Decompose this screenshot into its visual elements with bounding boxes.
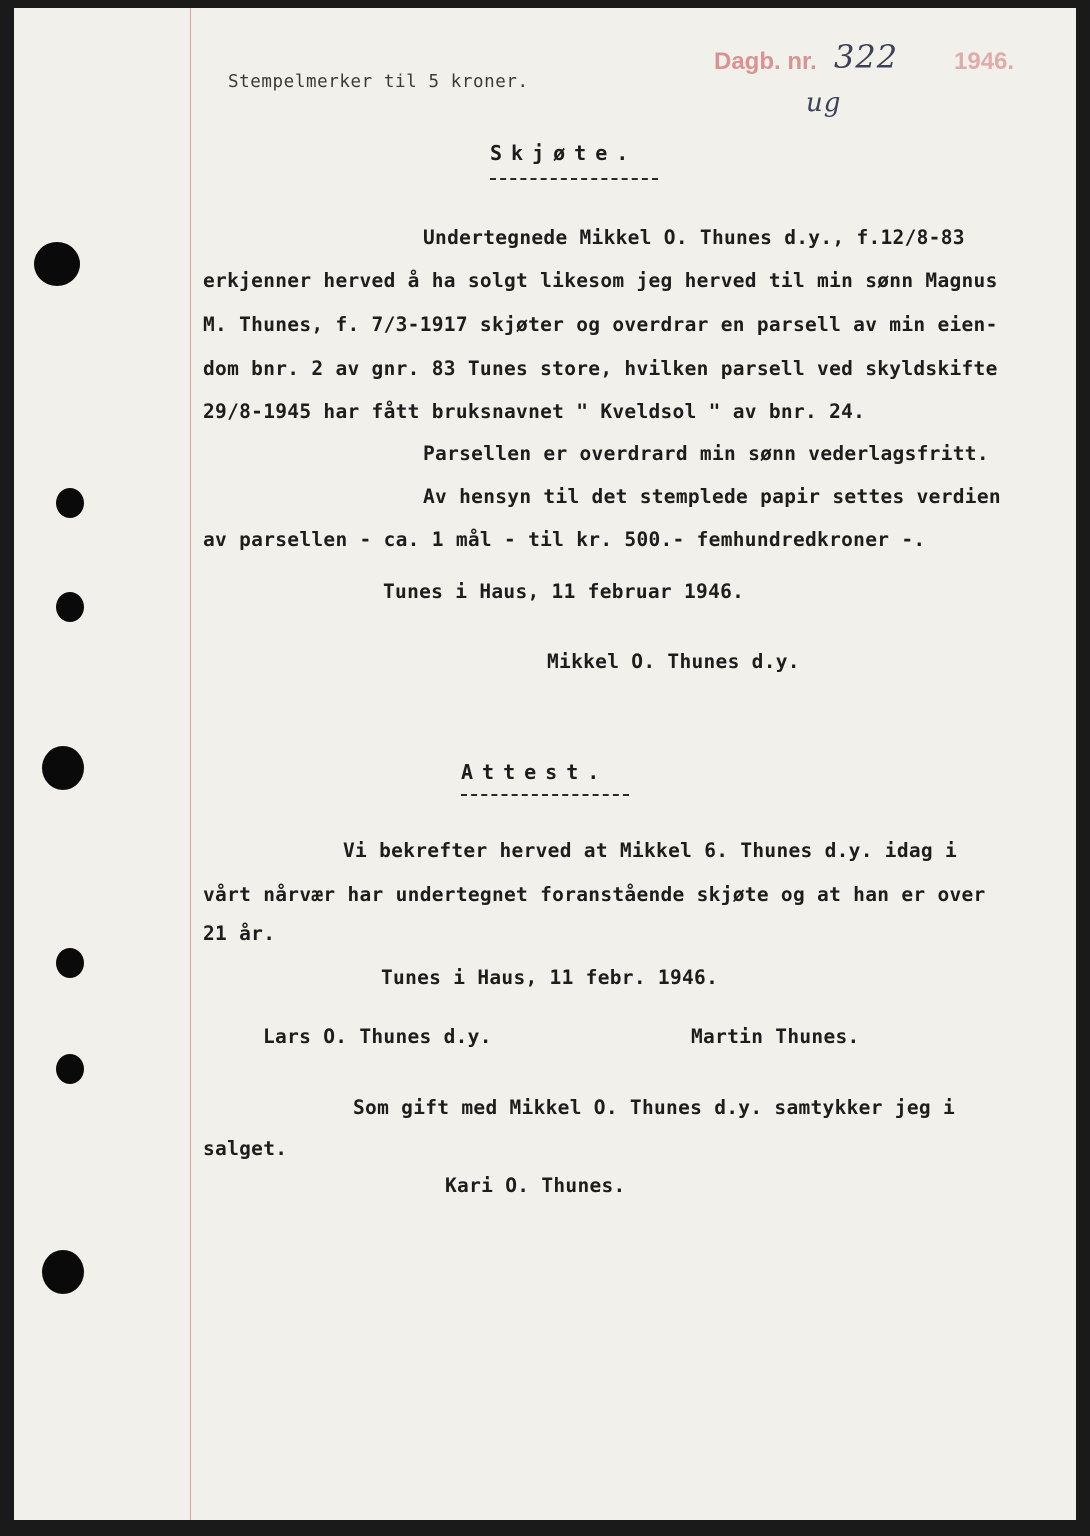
registration-number: 322	[834, 38, 899, 76]
binder-hole	[56, 1054, 84, 1084]
binder-hole	[42, 1250, 84, 1294]
deed-line: Parsellen er overdrard min sønn vederlagsfritt.	[423, 442, 989, 465]
deed-signature: Mikkel O. Thunes d.y.	[547, 650, 800, 673]
attest-title: Attest.	[461, 760, 609, 784]
registration-initials: ug	[806, 88, 842, 118]
registration-stamp: Dagb. nr.	[714, 48, 817, 75]
attest-place-date: Tunes i Haus, 11 febr. 1946.	[381, 966, 719, 989]
witness-signature-2: Martin Thunes.	[691, 1025, 860, 1048]
deed-place-date: Tunes i Haus, 11 februar 1946.	[383, 580, 745, 603]
deed-line: av parsellen - ca. 1 mål - til kr. 500.- femhundredkroner -.	[203, 528, 926, 551]
witness-signature-1: Lars O. Thunes d.y.	[263, 1025, 492, 1048]
deed-line: M. Thunes, f. 7/3-1917 skjøter og overdrar en parsell av min eien-	[203, 313, 998, 336]
margin-rule	[190, 8, 191, 1520]
deed-line: 29/8-1945 har fått bruksnavnet " Kveldsol " av bnr. 24.	[203, 400, 866, 423]
binder-hole	[56, 948, 84, 978]
consent-line: Som gift med Mikkel O. Thunes d.y. samtykker jeg i	[353, 1096, 955, 1119]
binder-hole	[42, 746, 84, 790]
attest-line: 21 år.	[203, 922, 276, 945]
registration-year-stamp: 1946.	[954, 48, 1015, 75]
binder-hole	[34, 242, 80, 286]
consent-signature: Kari O. Thunes.	[445, 1174, 626, 1197]
deed-title-underline	[490, 178, 658, 180]
binder-hole	[56, 488, 84, 518]
deed-title: Skjøte.	[490, 141, 638, 165]
stamp-header: Stempelmerker til 5 kroner.	[228, 72, 529, 92]
attest-line: Vi bekrefter herved at Mikkel 6. Thunes d.y. idag i	[343, 839, 958, 862]
deed-line: dom bnr. 2 av gnr. 83 Tunes store, hvilken parsell ved skyldskifte	[203, 357, 998, 380]
deed-line: erkjenner herved å ha solgt likesom jeg herved til min sønn Magnus	[203, 269, 998, 292]
deed-line: Av hensyn til det stemplede papir settes verdien	[423, 485, 1001, 508]
attest-title-underline	[461, 794, 629, 796]
attest-line: vårt nårvær har undertegnet foranstående skjøte og at han er over	[203, 883, 986, 906]
document-page	[14, 8, 1076, 1520]
deed-line: Undertegnede Mikkel O. Thunes d.y., f.12/8-83	[423, 226, 965, 249]
consent-line: salget.	[203, 1137, 288, 1160]
binder-hole	[56, 592, 84, 622]
